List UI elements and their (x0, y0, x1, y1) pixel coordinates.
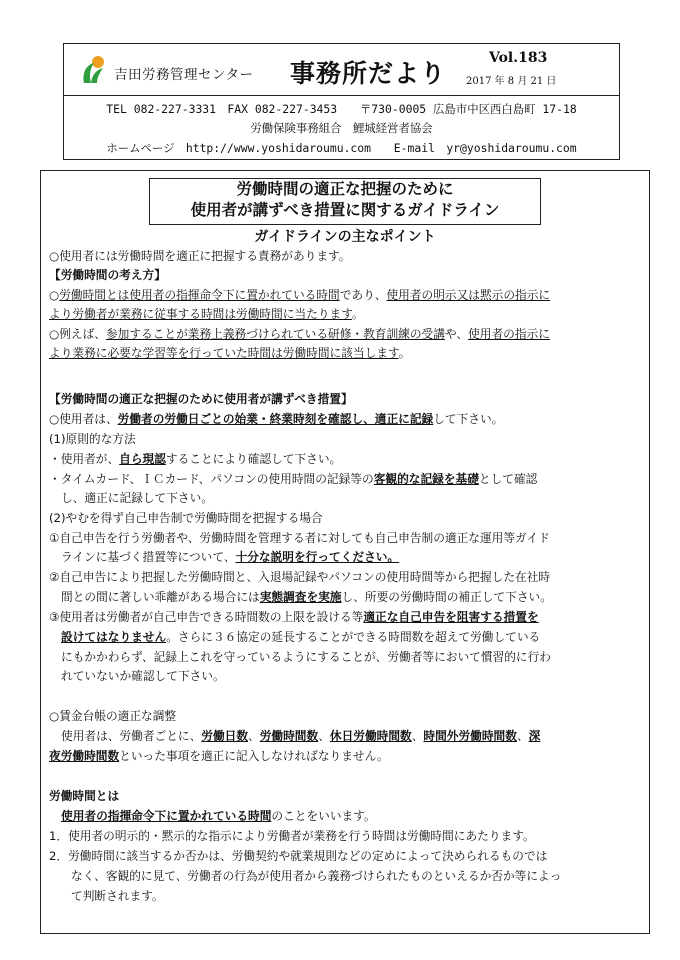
company-logo-icon (76, 53, 110, 87)
self-report-item-3-line4: れていないか確認して下さい。 (61, 669, 225, 683)
self-report-item-3-line2 (61, 629, 540, 645)
self-report-item-2-line2 (61, 589, 552, 605)
emphasis-text: 夜労働時間数 (49, 749, 120, 763)
text-fragment: 、 (318, 729, 330, 743)
article-title-line1: 労働時間の適正な把握のために (236, 180, 454, 198)
concept-paragraph-1-line2 (49, 306, 364, 322)
underlined-text: 参加することが業務上義務づけられている研修・教育訓練の受講 (105, 327, 445, 341)
principle-item-2-line1 (49, 471, 537, 487)
text-fragment: ○例えば、 (49, 327, 106, 341)
masthead-top (64, 44, 619, 94)
text-fragment: 間との間に著しい乖離がある場合には (61, 590, 260, 604)
text-fragment: として確認 (478, 472, 538, 486)
emphasis-text: 労働者の労働日ごとの始業・終業時刻を確認し、適正に記録 (117, 412, 434, 426)
definition-point-2-line2: なく、客観的に見て、労働者の行為が使用者から義務づけられたものといえるか否か等によっ (71, 869, 562, 883)
principle-item-1 (49, 451, 341, 467)
text-fragment: 、 (516, 729, 529, 743)
article-title-line2: 使用者が講ずべき措置に関するガイドライン (190, 201, 500, 219)
emphasis-text: 設けてはなりません (61, 630, 167, 644)
wage-ledger-heading: ○賃金台帳の適正な調整 (49, 709, 177, 723)
emphasis-text: 自ら現認 (119, 452, 166, 466)
text-fragment: 。 (398, 346, 411, 360)
contact-web-email: ホームページ http://www.yoshidaroumu.com E-mail yr@yoshidaroumu.com (106, 141, 577, 155)
underlined-text: 使用者の指示に (468, 327, 550, 341)
emphasis-text: 適正な自己申告を阻害する措置を (363, 610, 539, 624)
definition-point-1: 1．使用者の明示的・黙示的な指示により労働者が業務を行う時間は労働時間にあたります。 (49, 829, 535, 843)
masthead-divider (64, 95, 619, 96)
emphasis-text: 実態調査を実施 (259, 590, 342, 604)
text-fragment: ○使用者は、 (49, 412, 118, 426)
org-name: 吉田労務管理センター (114, 67, 254, 83)
contact-associations: 労働保険事務組合 鯉城経営者協会 (250, 121, 433, 135)
emphasis-text: 深 (528, 729, 541, 743)
wage-ledger-line1 (61, 728, 540, 744)
text-fragment: ラインに基づく措置等について、 (61, 550, 236, 564)
concept-paragraph-2-line1 (49, 326, 550, 342)
text-fragment: し、所要の労働時間の補正して下さい。 (341, 590, 552, 604)
article-box (40, 170, 650, 934)
measures-intro (49, 411, 503, 427)
self-report-item-1-line2 (61, 549, 399, 565)
emphasis-text: 時間外労働時間数 (423, 729, 517, 743)
text-fragment: といった事項を適正に記入しなければなりません。 (119, 749, 389, 763)
text-fragment: ③使用者は労働者が自己申告できる時間数の上限を設ける等 (49, 610, 364, 624)
emphasis-text: 休日労働時間数 (329, 729, 412, 743)
concept-paragraph-1-line1 (49, 287, 550, 303)
contact-phone-address: TEL 082-227-3331 FAX 082-227-3453 〒730-0005 広島市中区西白島町 17-18 (106, 102, 577, 116)
subheading-self-report: (2)やむを得ず自己申告制で労働時間を把握する場合 (49, 511, 323, 525)
text-fragment: 。 (351, 307, 364, 321)
underlined-text: より業務に必要な学習等を行っていた時間は労働時間に該当します (49, 346, 399, 360)
text-fragment: 、 (411, 729, 424, 743)
text-fragment: して下さい。 (433, 412, 504, 426)
duty-statement: ○使用者には労働時間を適正に把握する責務があります。 (49, 249, 351, 263)
wage-ledger-line2 (49, 748, 389, 764)
definition-heading: 労働時間とは (49, 789, 120, 803)
text-fragment: であり、 (339, 288, 387, 302)
emphasis-text: 労働時間数 (259, 729, 319, 743)
text-fragment: や、 (444, 327, 469, 341)
text-fragment: 、 (248, 729, 260, 743)
volume-number: Vol.183 (489, 50, 548, 66)
text-fragment: のことをいいます。 (271, 809, 376, 823)
section-heading-concept: 【労働時間の考え方】 (49, 268, 166, 282)
emphasis-text: 労働日数 (201, 729, 249, 743)
concept-paragraph-2-line2 (49, 345, 410, 361)
section-heading-measures: 【労働時間の適正な把握のために使用者が講ずべき措置】 (49, 392, 353, 406)
underlined-text: より労働者が業務に従事する時間は労働時間に当たります (49, 307, 352, 321)
underlined-text: 労働時間とは使用者の指揮命令下に置かれている時間 (59, 288, 340, 302)
text-fragment: 使用者は、労働者ごとに、 (61, 729, 202, 743)
text-fragment: ・タイムカード、ＩＣカード、パソコンの使用時間の記録等の (49, 472, 374, 486)
emphasis-text: 客観的な記録を基礎 (373, 472, 479, 486)
article-subtitle: ガイドラインの主なポイント (254, 229, 436, 245)
text-fragment: 。さらに３６協定の延長することができる時間数を超えて労働している (166, 630, 541, 644)
self-report-item-1-line1: ①自己申告を行う労働者や、労働時間を管理する者に対しても自己申告制の適正な運用等ガイド (49, 531, 550, 545)
underlined-text: 使用者の明示又は黙示の指示に (386, 288, 551, 302)
definition-point-2-line1: 2．労働時間に該当するか否かは、労働契約や就業規則などの定めによって決められるものでは (49, 849, 548, 863)
masthead (63, 43, 620, 160)
self-report-item-2-line1: ②自己申告により把握した労働時間と、入退場記録やパソコンの使用時間等から把握した在社時 (49, 570, 551, 584)
text-fragment: ・使用者が、 (49, 452, 120, 466)
text-fragment: ○ (49, 288, 60, 302)
issue-date: 2017 年 8 月 21 日 (466, 76, 557, 87)
emphasis-text: 十分な説明を行ってください。 (235, 550, 400, 564)
subheading-principle: (1)原則的な方法 (49, 432, 136, 446)
newsletter-title: 事務所だより (290, 59, 447, 88)
text-fragment: することにより確認して下さい。 (165, 452, 342, 466)
definition-statement (61, 808, 376, 824)
self-report-item-3-line1 (49, 609, 539, 625)
definition-point-2-line3: て判断されます。 (71, 889, 164, 903)
emphasis-text: 使用者の指揮命令下に置かれている時間 (61, 809, 272, 823)
self-report-item-3-line3: にもかかわらず、記録上これを守っているようにすることが、労働者等において慣習的に行わ (61, 650, 551, 664)
principle-item-2-line2: し、適正に記録して下さい。 (61, 491, 213, 505)
article-title-box (149, 178, 541, 225)
